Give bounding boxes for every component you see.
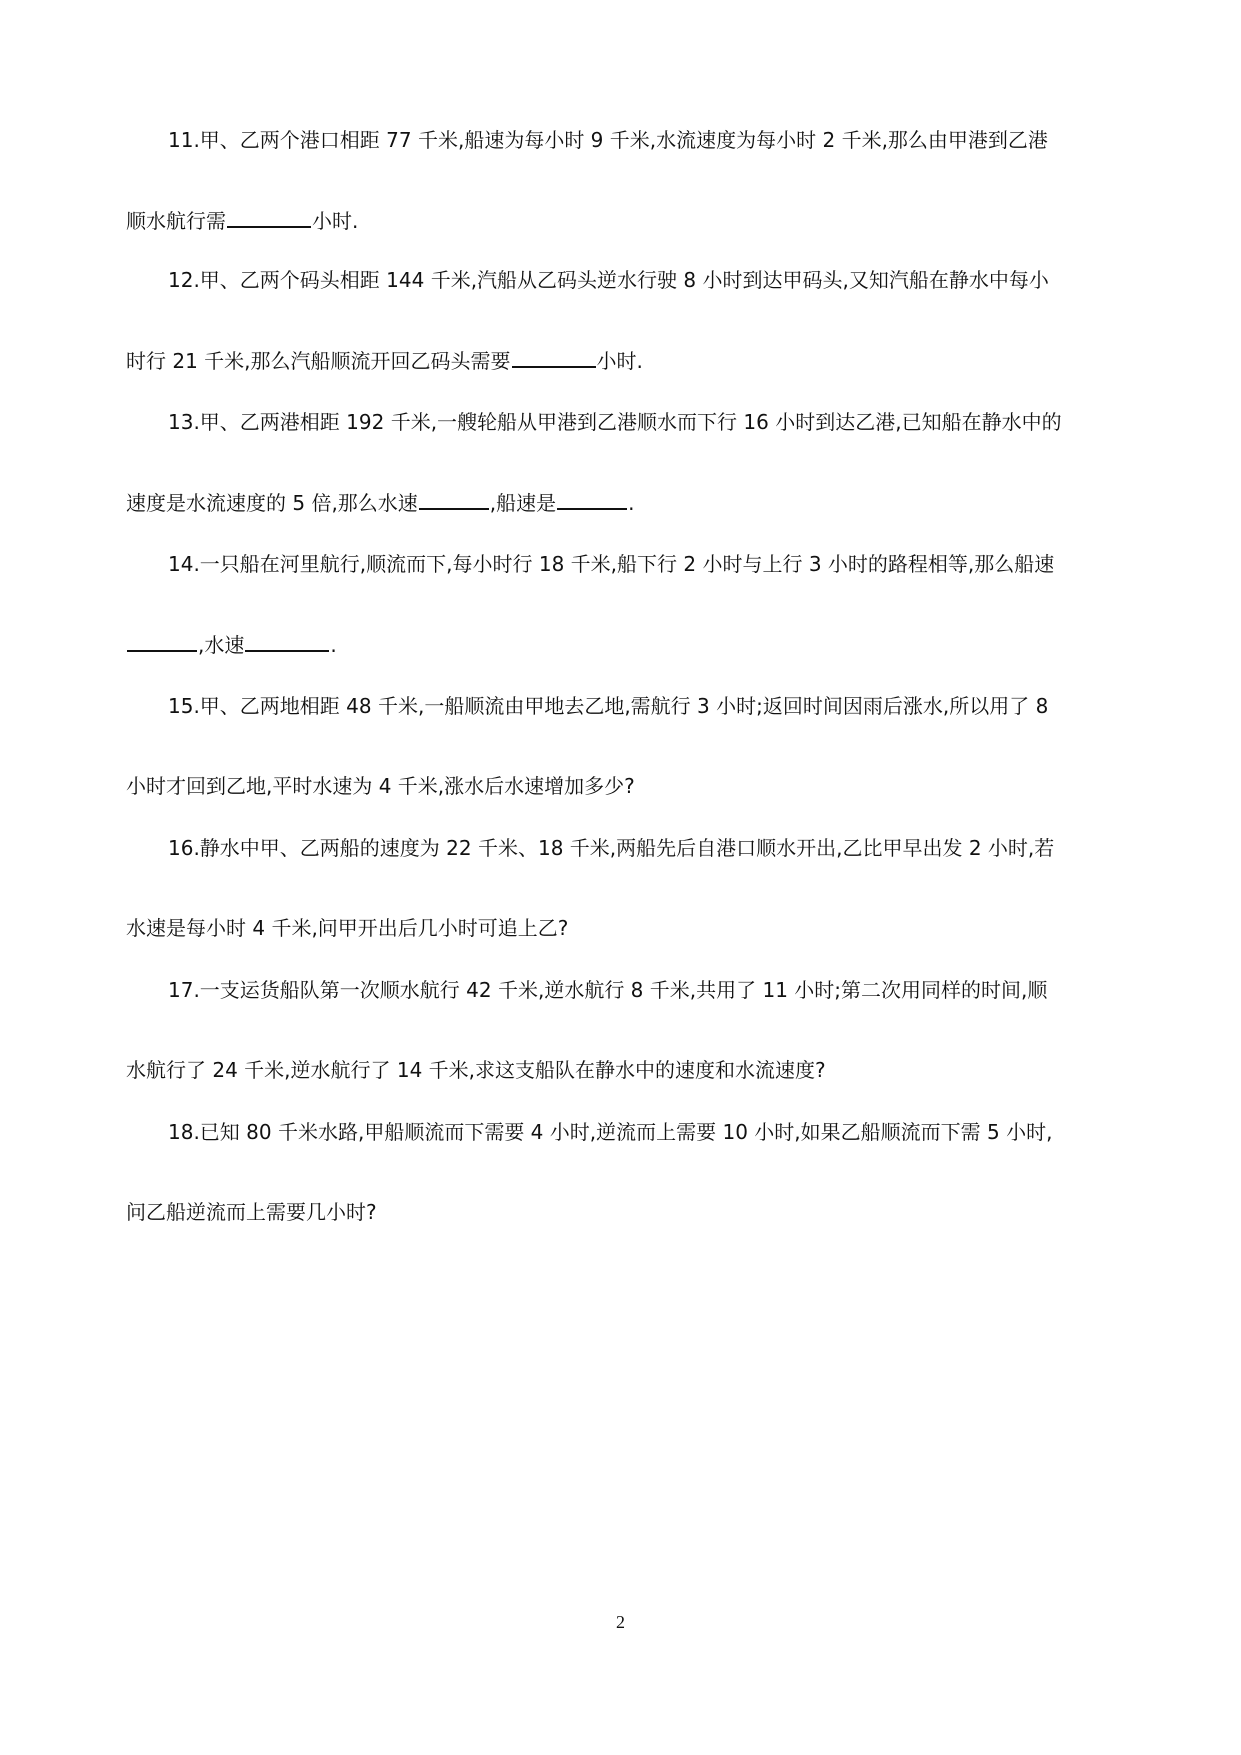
problem-17 xyxy=(126,974,1126,1086)
problem-15-line-1: 15.甲、乙两地相距 48 千米,一船顺流由甲地去乙地,需航行 3 小时;返回时间因雨后涨水,所以用了 8 xyxy=(168,694,1049,718)
problem-14-text-b: ,水速 xyxy=(198,633,245,657)
answer-blank xyxy=(127,628,197,652)
problem-13-line-2 xyxy=(126,486,1126,518)
problem-16-line-2: 水速是每小时 4 千米,问甲开出后几小时可追上乙? xyxy=(126,916,569,940)
problem-18-line-1: 18.已知 80 千米水路,甲船顺流而下需要 4 小时,逆流而上需要 10 小时,如果乙船顺流而下需 5 小时, xyxy=(168,1120,1053,1144)
problem-16-line-1: 16.静水中甲、乙两船的速度为 22 千米、18 千米,两船先后自港口顺水开出,乙比甲早出发 2 小时,若 xyxy=(168,836,1055,860)
problem-13 xyxy=(126,406,1126,518)
problem-11 xyxy=(126,124,1126,236)
problem-16 xyxy=(126,832,1126,944)
problem-17-line-1: 17.一支运货船队第一次顺水航行 42 千米,逆水航行 8 千米,共用了 11 小时;第二次用同样的时间,顺 xyxy=(168,978,1048,1002)
problem-12-text-b: 小时. xyxy=(596,349,643,373)
answer-blank xyxy=(419,486,489,510)
problem-11-line-2 xyxy=(126,204,1126,236)
problem-13-text-c: . xyxy=(628,491,635,515)
problem-15 xyxy=(126,690,1126,802)
page-number: 2 xyxy=(616,1612,625,1632)
problem-11-text-a: 顺水航行需 xyxy=(126,209,226,233)
problem-15-line-2: 小时才回到乙地,平时水速为 4 千米,涨水后水速增加多少? xyxy=(126,774,635,798)
problem-12-text-a: 时行 21 千米,那么汽船顺流开回乙码头需要 xyxy=(126,349,511,373)
problem-17-line-2: 水航行了 24 千米,逆水航行了 14 千米,求这支船队在静水中的速度和水流速度? xyxy=(126,1058,826,1082)
problem-14-line-1: 14.一只船在河里航行,顺流而下,每小时行 18 千米,船下行 2 小时与上行 3 小时的路程相等,那么船速 xyxy=(168,552,1055,576)
problem-18-line-2: 问乙船逆流而上需要几小时? xyxy=(126,1200,377,1224)
problem-14-line-2 xyxy=(126,628,1126,660)
answer-blank xyxy=(512,344,596,368)
problem-18 xyxy=(126,1116,1126,1228)
answer-blank xyxy=(245,628,329,652)
problem-14 xyxy=(126,548,1126,660)
answer-blank xyxy=(557,486,627,510)
problem-11-line-1: 11.甲、乙两个港口相距 77 千米,船速为每小时 9 千米,水流速度为每小时 2 千米,那么由甲港到乙港 xyxy=(168,128,1048,152)
problem-13-line-1: 13.甲、乙两港相距 192 千米,一艘轮船从甲港到乙港顺水而下行 16 小时到达乙港,已知船在静水中的 xyxy=(168,410,1062,434)
problem-13-text-b: ,船速是 xyxy=(489,491,557,515)
problem-12 xyxy=(126,264,1126,376)
answer-blank xyxy=(227,204,311,228)
problem-12-line-2 xyxy=(126,344,1126,376)
problem-14-text-c: . xyxy=(330,633,337,657)
problem-13-text-a: 速度是水流速度的 5 倍,那么水速 xyxy=(126,491,418,515)
problem-11-text-b: 小时. xyxy=(312,209,359,233)
problem-12-line-1: 12.甲、乙两个码头相距 144 千米,汽船从乙码头逆水行驶 8 小时到达甲码头,又知汽船在静水中每小 xyxy=(168,268,1049,292)
